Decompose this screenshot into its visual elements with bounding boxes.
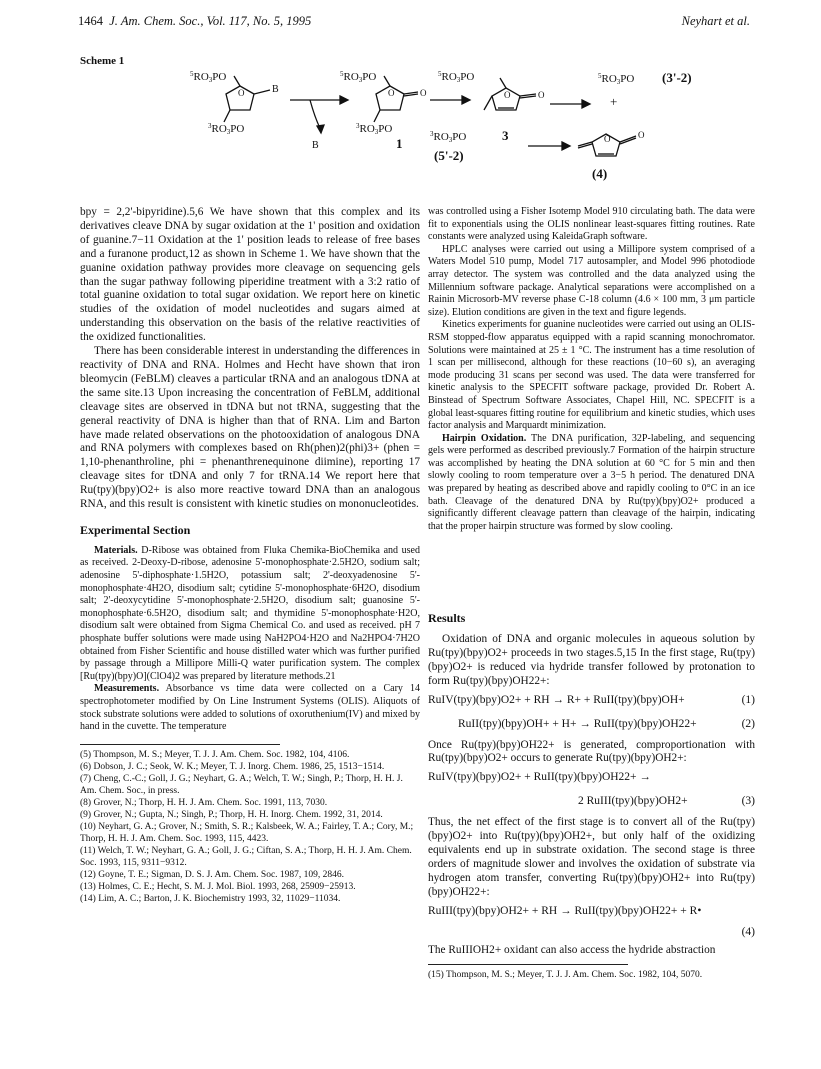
hairpin-text: The DNA purification, 32P-labeling, and sequencing gels were performed as described previously.7 Formation of the hairpin structure was accomplished by heating the DNA solution at 60 °C for 5 min and then slowly cooling to room temperature over a 3−5 h period. The denatured DNA was prepared by heating as described above and rapidly cooling to 0°C in an ice bath. Cleavage of the denatured DNA by Ru(tpy)(bpy)O2+ produced a significantly different cleavage pattern than cleavage of the hairpin, indicating that the proper hairpin structure was formed by slow cooling. [428,432,755,532]
compound-3-label: 3 [502,128,509,143]
results-paragraph-4: The RuIIIOH2+ oxidant can also access the hydride abstraction [428,943,716,956]
reference-item: (8) Grover, N.; Thorp, H. H. J. Am. Chem. Soc. 1991, 113, 7030. [80,797,328,808]
scheme-plus: + [610,94,618,109]
scheme-o-6: O [604,134,611,144]
equation-3-number: (3) [741,795,755,808]
materials-paragraph [80,545,420,684]
compound-5-2-label: (5'-2) [434,148,464,163]
results-paragraph-2: Once Ru(tpy)(bpy)OH22+ is generated, comproportionation with Ru(tpy)(bpy)O2+ occurs to generate Ru(tpy)(bpy)OH2+: [428,738,755,765]
measurements-text: Absorbance vs time data were collected on a Cary 14 spectrophotometer modified by On Line Instrument Systems (OLIS). Aliquots of stock substrate solutions were added to solutions of oxoruthenium(IV) and mixed by hand in the cuvette. The temperature [80,683,420,733]
scheme-base-1: B [272,84,279,95]
reference-item: (7) Cheng, C.-C.; Goll, J. G.; Neyhart, G. A.; Welch, T. W.; Singh, P.; Thorp, H. H. J. Am. Chem. Soc., in press. [80,773,403,796]
equation-4-expression: RuIII(tpy)(bpy)OH2+ + RH → RuII(tpy)(bpy)OH22+ + R• [428,904,702,917]
equation-2-expression: RuII(tpy)(bpy)OH+ + H+ → RuII(tpy)(bpy)OH22+ [458,717,697,730]
scheme-ro3po-1: $^5$RO3PO [190,70,227,84]
reference-item: (6) Dobson, J. C.; Seok, W. K.; Meyer, T. J. Inorg. Chem. 1986, 25, 1513−1514. [80,761,385,772]
equation-3-line-1 [428,768,755,790]
running-authors: Neyhart et al. [681,14,750,28]
hairpin-heading: Hairpin Oxidation. [442,432,527,444]
results-paragraph-3: Thus, the net effect of the first stage is to convert all of the Ru(tpy)(bpy)O2+ into Ru(tpy)(bpy)OH2+, but only half of the oxidizing equivalents end up in substrate oxidation. The second stage is three orders of magnitude slower and involves the oxidation of substrate via hydrogen atom transfer, converting Ru(tpy)(bpy)OH2+ into Ru(tpy)(bpy)OH22+: [428,816,755,898]
methods-paragraph-3: Kinetics experiments for guanine nucleotides were carried out using an OLIS-RSM stopped-flow apparatus equipped with a rapid scanning monochromator. Solutions were maintained at 25 ± 1 °C. The instrument has a time resolution of 1 scan per millisecond, although for these reactions (10−60 s), an averaging mode producing 31 scans per second was used. The data were transferred for kinetic analysis to the SPECFIT software package, provided Dr. Robert A. Binstead of Spectrum Software Associates, Chapel Hill, NC. SPECFIT is a global least-squares fitting routine for equilibrium and kinetic studies, which uses factor analysis and Marquardt minimization. [428,319,755,432]
measurements-paragraph [80,683,420,733]
reference-item: (9) Grover, N.; Gupta, N.; Singh, P.; Thorp, H. H. Inorg. Chem. 1992, 31, 2014. [80,809,383,820]
reference-item: (10) Neyhart, G. A.; Grover, N.; Smith, S. R.; Kalsbeek, W. A.; Fairley, T. A.; Cory, M.; Thorp, H. H. J. Am. Chem. Soc. 1993, 115, 4423. [80,821,414,844]
scheme-ro3po-5: $^5$RO3PO [438,70,475,84]
journal-citation: J. Am. Chem. Soc., Vol. 117, No. 5, 1995 [109,14,312,28]
experimental-section-title: Experimental Section [80,522,191,537]
scheme-ro3po-3: $^5$RO3PO [340,70,377,84]
measurements-heading: Measurements. [94,683,160,695]
scheme-o-2: O [388,88,395,98]
scheme-o-7: O [638,130,645,140]
compound-3-2-label: (3'-2) [662,70,692,85]
equation-2-number: (2) [741,717,755,730]
scheme-ro3po-6: $^3$RO3PO [430,130,467,144]
equation-3-line-2 [428,792,755,814]
scheme-o-5: O [538,90,545,100]
materials-text: D-Ribose was obtained from Fluka Chemika-BioChemika and used as received. 2-Deoxy-D-ribose, adenosine 5'-monophosphate·2.5H2O, sodium salt; adenosine 5'-diphosphate·1.5H2O, potassium salt; 2'-deoxyadenosine 5'-monophosphate·4H2O, disodium salt; cytidine 5'-monophosphate·6H2O, disodium salt; 2'-deoxycytidine 5'-monophosphate·2.5H2O, disodium salt; guanosine 5'-monophosphate·6.5H2O, disodium salt; and thymidine 5'-monophosphate·H2O, disodium salt were obtained from Sigma Chemical Co. and used as received. pH 7 phosphate buffer solutions were made using NaH2PO4·H2O and Na2HPO4·7H2O obtained from Fisher Scientific and house distilled water which was further purified by passage through a Millipore Milli-Q water purification system. The complex [Ru(tpy)(bpy)O](ClO4)2 was prepared by literature methods.21 [80,544,420,682]
equation-3a-expression: RuIV(tpy)(bpy)O2+ + RuII(tpy)(bpy)OH22+ → [428,771,651,784]
compound-4-label: (4) [592,166,608,181]
left-column [80,206,420,905]
page-header [78,14,750,32]
materials-heading: Materials. [94,544,138,556]
scheme-base-released: B [312,140,319,151]
scheme-ro3po-2: $^3$RO3PO [208,122,245,136]
right-column-methods [428,206,755,533]
results-section-title: Results [428,611,466,625]
equation-3b-expression: 2 RuIII(tpy)(bpy)OH2+ [578,795,688,808]
reference-item: (13) Holmes, C. E.; Hecht, S. M. J. Mol. Biol. 1993, 268, 25909−25913. [80,881,356,892]
right-column-results [428,612,755,983]
intro-paragraph-1: bpy = 2,2'-bipyridine).5,6 We have shown that this complex and its derivatives cleave DNA by sugar oxidation at the 1' position and oxidation of guanine.7−11 Oxidation at the 1' position leads to release of free bases and a furanone product,12 as shown in Scheme 1. We have shown that the guanine oxidation pathway provides more cleavage on sequencing gels than the sugar pathway following piperidine treatment with a 3:2 ratio of total guanine oxidation to total sugar oxidation. We report here on kinetic studies of the oxidation of model nucleotides and sugars aimed at understanding this observation on the basis of the relative reactivities of the oxidized functionalities. [80,206,420,344]
methods-paragraph-2: HPLC analyses were carried out using a Millipore system comprised of a Waters Model 510 pump, Model 717 autosampler, and Model 996 photodiode array detector. The system was controlled and the data analyzed using the Millennium software package. Analytical separations were accomplished on a Rainin Microsorb-MV reverse phase C-18 column (4.6 × 100 mm, 3 μm particle size). Elution conditions are given in the text and figure legends. [428,243,755,318]
results-paragraph-1: Oxidation of DNA and organic molecules in aqueous solution by Ru(tpy)(bpy)O2+ proceeds in two stages.5,15 In the first stage, Ru(tpy)(bpy)O2+ is reduced via hydride transfer followed by protonation to form Ru(tpy)(bpy)OH22+: [428,632,755,687]
equation-4 [428,902,755,924]
page-number: 1464 [78,14,103,28]
scheme-ro3po-4: $^3$RO3PO [356,122,393,136]
reference-item: (12) Goyne, T. E.; Sigman, D. S. J. Am. Chem. Soc. 1987, 109, 2846. [80,869,345,880]
equation-1 [428,691,755,713]
compound-1-label: 1 [396,136,403,151]
scheme-o-4: O [504,90,511,100]
scheme-1-diagram [190,66,750,184]
reference-15: (15) Thompson, M. S.; Meyer, T. J. J. Am. Chem. Soc. 1982, 104, 5070. [428,969,703,980]
scheme-ro3po-7: $^5$RO3PO [598,72,635,86]
equation-1-number: (1) [741,693,755,706]
equation-4-number-line [428,926,755,942]
equation-2 [428,715,755,737]
scheme-o-3: O [420,88,427,98]
equation-1-expression: RuIV(tpy)(bpy)O2+ + RH → R+ + RuII(tpy)(bpy)OH+ [428,693,685,706]
reference-item: (14) Lim, A. C.; Barton, J. K. Biochemistry 1993, 32, 11029−11034. [80,893,341,904]
reference-item: (5) Thompson, M. S.; Meyer, T. J. J. Am. Chem. Soc. 1982, 104, 4106. [80,749,350,760]
reference-item: (11) Welch, T. W.; Neyhart, G. A.; Goll, J. G.; Ciftan, S. A.; Thorp, H. H. J. Am. Chem. Soc. 1993, 115, 9311−9312. [80,845,412,868]
equation-4-number: (4) [741,925,755,938]
scheme-o-1: O [238,88,245,98]
hairpin-paragraph [428,433,755,534]
methods-paragraph-1: was controlled using a Fisher Isotemp Model 910 circulating bath. The data were fit to exponentials using the OLIS nonlinear least-squares fitting routines. Rate constants were analyzed using KaleidaGraph software. [428,206,755,243]
intro-paragraph-2: There has been considerable interest in understanding the differences in reactivity of DNA and RNA. Holmes and Hecht have shown that iron bleomycin (FeBLM) cleaves a particular tRNA and an analogous tDNA at the same site.13 Upon increasing the concentration of FeBLM, additional cleavage sites are observed in tDNA but not tRNA, suggesting that the general reactivity of DNA is higher than that of RNA. Lim and Barton have made related observations on the photooxidation of analogous DNA and RNA polymers with complexes based on Rh(phen)2(phi)3+ (phen = 1,10-phenanthroline, phi = phenanthrenequinone diimine), reporting 17 cleavage sites for tDNA and only 7 for tRNA.14 We report here that Ru(tpy)(bpy)O2+ is also more reactive toward DNA than an analogous RNA, and this result is consistent with kinetic studies on mononucleotides. [80,345,420,511]
reference-list [80,749,420,905]
scheme-label: Scheme 1 [80,55,125,67]
